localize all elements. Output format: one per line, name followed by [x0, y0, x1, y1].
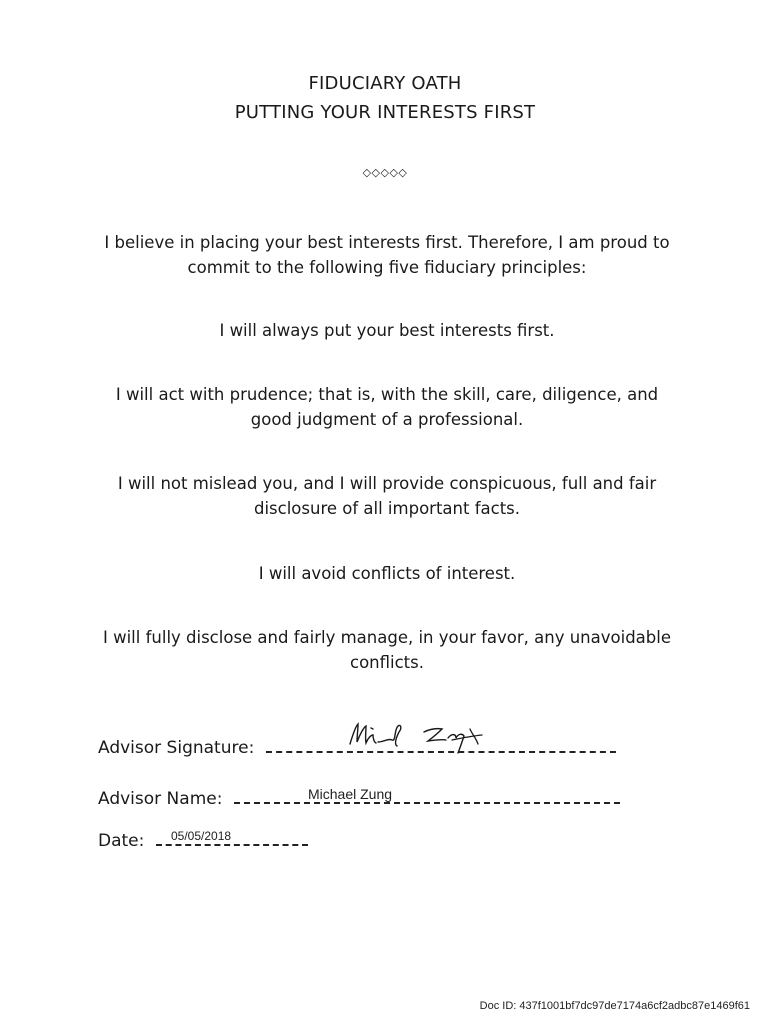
diamond-ornament: ◇◇◇◇◇ — [362, 166, 408, 179]
advisor-name-value[interactable]: Michael Zung — [308, 786, 393, 802]
document-id: Doc ID: 437f1001bf7dc97de7174a6cf2adbc87e1469f61 — [479, 1000, 750, 1012]
principle-1: I will always put your best interests first. — [219, 321, 555, 340]
document-title: FIDUCIARY OATH — [308, 73, 462, 94]
document-subtitle: PUTTING YOUR INTERESTS FIRST — [234, 102, 536, 123]
principle-3: I will not mislead you, and I will provide conspicuous, full and fair disclosure of all important facts. — [117, 474, 657, 518]
signature-label: Advisor Signature: — [98, 738, 255, 758]
intro-paragraph: I believe in placing your best interests first. Therefore, I am proud to commit to the following five fiduciary principles: — [104, 233, 670, 277]
advisor-name-label: Advisor Name: — [98, 789, 223, 809]
principle-5: I will fully disclose and fairly manage, in your favor, any unavoidable conflicts. — [102, 628, 671, 672]
advisor-name-line[interactable] — [234, 800, 620, 804]
date-label: Date: — [98, 831, 145, 851]
handwritten-signature — [344, 716, 490, 756]
date-value[interactable]: 05/05/2018 — [171, 829, 232, 843]
principle-4: I will avoid conflicts of interest. — [258, 564, 516, 583]
principle-2: I will act with prudence; that is, with the skill, care, diligence, and good judgment of a professional. — [115, 385, 659, 429]
